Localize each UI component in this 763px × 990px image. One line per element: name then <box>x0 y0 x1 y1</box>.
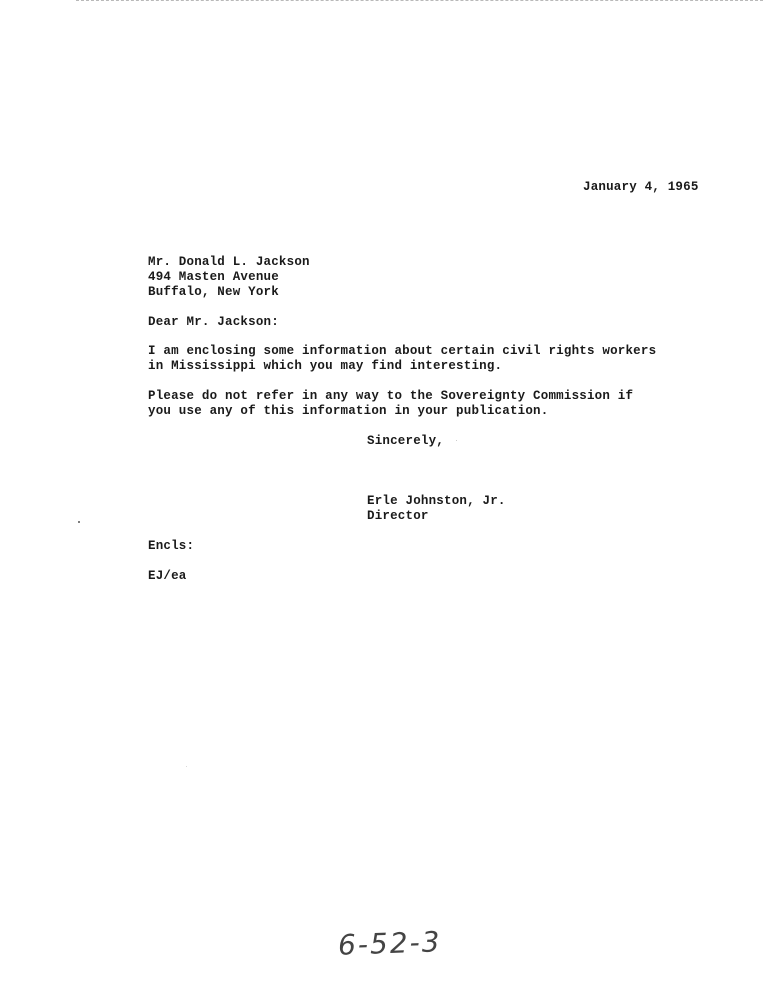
letter-date: January 4, 1965 <box>583 180 699 194</box>
paragraph-2-line-1: Please do not refer in any way to the Sovereignty Commission if <box>148 389 634 403</box>
typist-initials: EJ/ea <box>148 569 187 583</box>
recipient-city: Buffalo, New York <box>148 285 279 299</box>
top-dashed-border <box>76 0 763 1</box>
paragraph-2-line-2: you use any of this information in your publication. <box>148 404 549 418</box>
recipient-name: Mr. Donald L. Jackson <box>148 255 310 269</box>
handwritten-file-number: 6-52-3 <box>337 925 443 962</box>
signer-name: Erle Johnston, Jr. <box>367 494 506 508</box>
recipient-street: 494 Masten Avenue <box>148 270 279 284</box>
closing: Sincerely, <box>367 434 445 448</box>
scan-speck <box>456 440 457 441</box>
salutation: Dear Mr. Jackson: <box>148 315 279 329</box>
signer-title: Director <box>367 509 429 523</box>
scan-speck <box>78 521 80 523</box>
enclosures: Encls: <box>148 539 195 553</box>
scan-speck <box>186 766 187 767</box>
paragraph-1-line-1: I am enclosing some information about certain civil rights workers <box>148 344 657 358</box>
paragraph-1-line-2: in Mississippi which you may find interesting. <box>148 359 503 373</box>
